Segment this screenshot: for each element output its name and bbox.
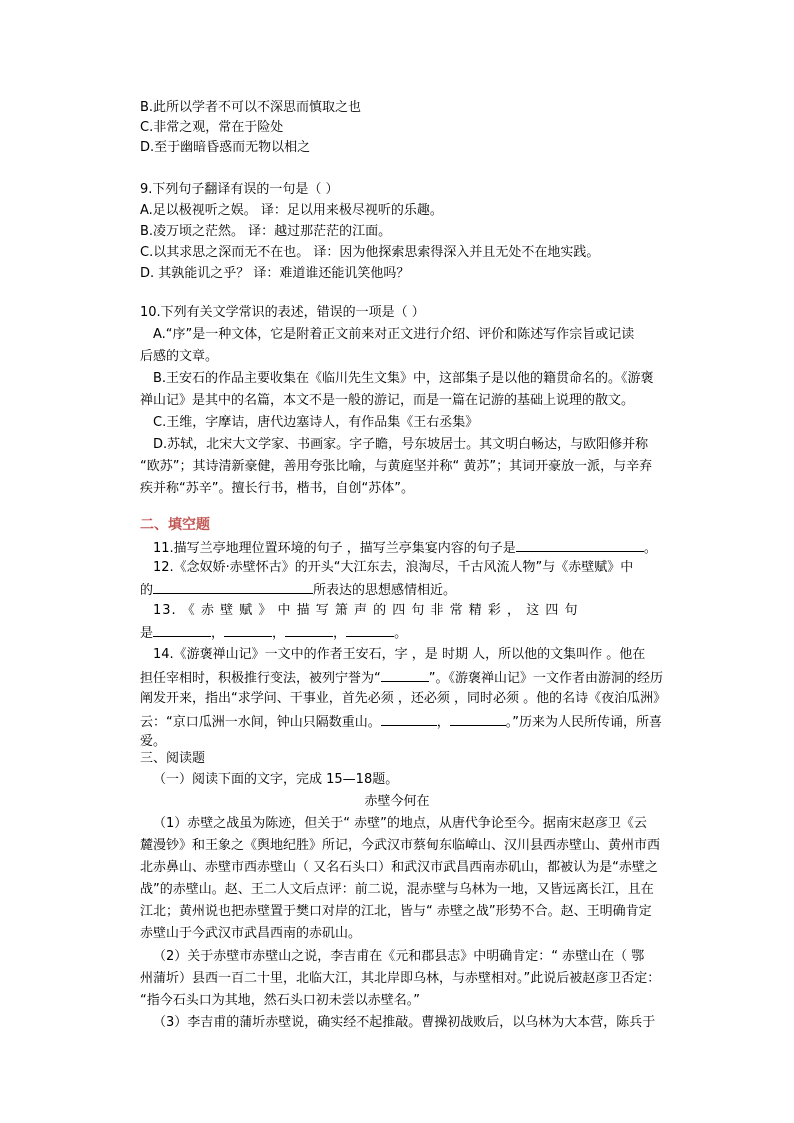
section-title-reading: 三、阅读题 xyxy=(140,751,206,766)
section-title-fill-in: 二、填空题 xyxy=(140,517,210,533)
q11-blank[interactable] xyxy=(516,537,644,552)
q10-line: 禅山记》是其中的名篇，本文不是一般的游记，而是一篇在记游的基础上说理的散文。 xyxy=(140,393,635,408)
q10-line: D.苏轼，北宋大文学家、书画家。字子瞻，号东坡居士。其文明白畅达，与欧阳修并称 xyxy=(153,437,649,452)
q14-line: 爱。 xyxy=(140,734,167,749)
q11-text: 11.描写兰亭地理位置环境的句子 ，描写兰亭集宴内容的句子是 xyxy=(153,541,516,556)
q12-blank[interactable] xyxy=(153,579,313,594)
q12-line2 xyxy=(140,579,456,601)
q10-line: 疾并称“苏辛”。擅长行书，楷书，自创“苏体”。 xyxy=(140,481,414,496)
q11-end: 。 xyxy=(643,541,657,556)
q13-blank-1[interactable] xyxy=(153,622,211,637)
q10-line: B.王安石的作品主要收集在《临川先生文集》中，这部集子是以他的籍贯命名的。《游褒 xyxy=(153,371,654,386)
q14-text: 。”历来为人民所传诵，所喜 xyxy=(505,715,663,730)
q14-blank[interactable] xyxy=(381,711,437,726)
article-title: 赤壁今何在 xyxy=(364,794,430,809)
q12-line1: 12.《念奴娇·赤壁怀古》的开头“大江东去，浪淘尽，千古风流人物”与《赤壁赋》中 xyxy=(153,560,634,575)
q14-blank[interactable] xyxy=(381,667,429,682)
q10-line: “欧苏”；其诗清新豪健，善用夸张比喻，与黄庭坚并称“ 黄苏”；其词开豪放一派，与辛弃 xyxy=(140,459,653,474)
article-line: （3）李吉甫的蒲圻赤壁说，确实经不起推敲。曹操初战败后，以乌林为大本营，陈兵于 xyxy=(153,1015,656,1030)
q9-option-d: D. 其孰能讥之乎？ 译：难道谁还能讥笑他吗？ xyxy=(140,266,410,281)
q14-text: ”。《游褒禅山记》一文作者由游洞的经历 xyxy=(428,671,663,686)
q14-line xyxy=(140,667,663,689)
q14-blank[interactable] xyxy=(450,711,506,726)
q14-line xyxy=(140,711,662,733)
q13-sep: ， xyxy=(211,626,225,641)
q10-line: A.“序”是一种文体，它是附着正文前来对正文进行介绍、评价和陈述写作宗旨或记读 xyxy=(153,327,635,342)
reading-intro: （一）阅读下面的文字，完成 15—18题。 xyxy=(153,772,399,787)
q13-sep: ， xyxy=(272,626,286,641)
q9-option-a: A.足以极视听之娱。 译：足以用来极尽视听的乐趣。 xyxy=(140,203,443,218)
article-line: 赤壁山于今武汉市武昌西南的赤矶山。 xyxy=(140,926,362,941)
q13-sep: ， xyxy=(333,626,347,641)
q13-end: 。 xyxy=(394,626,408,641)
q8-option-d: D.至于幽暗昏惑而无物以相之 xyxy=(140,140,311,155)
q14-line: 阐发开来，指出“求学问、干事业，首先必须 ，还必须 ，同时必须 。他的名诗《夜泊瓜洲》 xyxy=(140,691,667,706)
q9-option-c: C.以其求思之深而无不在也。 译：因为他探索思索得深入并且无处不在地实践。 xyxy=(140,245,600,260)
article-line: （2）关于赤壁市赤壁山之说，李吉甫在《元和郡县志》中明确肯定：“ 赤壁山在（ 鄂 xyxy=(153,949,645,964)
q10-line: 后感的文章。 xyxy=(140,349,219,364)
article-line: 战”的赤壁山。赵、王二人文后点评：前二说，混赤壁与乌林为一地，又皆远离长江，且在 xyxy=(140,882,654,897)
q9-option-b: B.凌万顷之茫然。 译：越过那茫茫的江面。 xyxy=(140,224,392,239)
article-line: （1）赤壁之战虽为陈迹，但关于“ 赤壁”的地点，从唐代争论至今。据南宋赵彦卫《云 xyxy=(153,816,647,831)
q11 xyxy=(153,537,657,559)
q10-line: C.王维，字摩诘，唐代边塞诗人，有作品集《王右丞集》 xyxy=(153,415,479,430)
q10-stem: 10.下列有关文学常识的表述，错误的一项是（ ） xyxy=(140,305,425,320)
q13-blank-4[interactable] xyxy=(346,622,394,637)
q13-blank-3[interactable] xyxy=(285,622,333,637)
article-line: 麓漫钞》和王象之《舆地纪胜》所记，今武汉市蔡甸东临嶂山、汉川县西赤壁山、黄州市西 xyxy=(140,838,661,853)
q12-prefix: 的 xyxy=(140,583,154,598)
q8-option-b: B.此所以学者不可以不深思而慎取之也 xyxy=(140,100,362,115)
q13-line1: 13. 《 赤 壁 赋 》 中 描 写 箫 声 的 四 句 非 常 精 彩 ， 这 四 句 xyxy=(153,603,579,618)
q14-sep: ， xyxy=(436,715,450,730)
article-line: 江北；黄州说也把赤壁置于樊口对岸的江北，皆与“ 赤壁之战”形势不合。赵、王明确肯定 xyxy=(140,904,652,919)
q14-text: 云：“京口瓜洲一水间，钟山只隔数重山。 xyxy=(140,715,381,730)
q13-blank-2[interactable] xyxy=(224,622,272,637)
q13-line2 xyxy=(140,622,407,644)
q14-line: 14.《游褒禅山记》一文中的作者王安石，字 ，是 时期 人，所以他的文集叫作 。他在 xyxy=(153,647,646,662)
q12-suffix: 所表达的思想感情相近。 xyxy=(313,583,457,598)
q14-text: 担任宰相时，积极推行变法，被列宁誉为“ xyxy=(140,671,381,686)
article-line: “指今石头口为其地，然石头口初未尝以赤壁名。” xyxy=(140,993,420,1008)
q13-prefix: 是 xyxy=(140,626,154,641)
q8-option-c: C.非常之观，常在于险处 xyxy=(140,120,284,135)
article-line: 州蒲圻）县西一百二十里，北临大江，其北岸即乌林，与赤壁相对。”此说后被赵彦卫否定： xyxy=(140,971,661,986)
article-line: 北赤鼻山、赤壁市西赤壁山（ 又名石头口）和武汉市武昌西南赤矶山，都被认为是“赤壁之 xyxy=(140,860,658,875)
q9-stem: 9.下列句子翻译有误的一句是（ ） xyxy=(140,182,339,197)
